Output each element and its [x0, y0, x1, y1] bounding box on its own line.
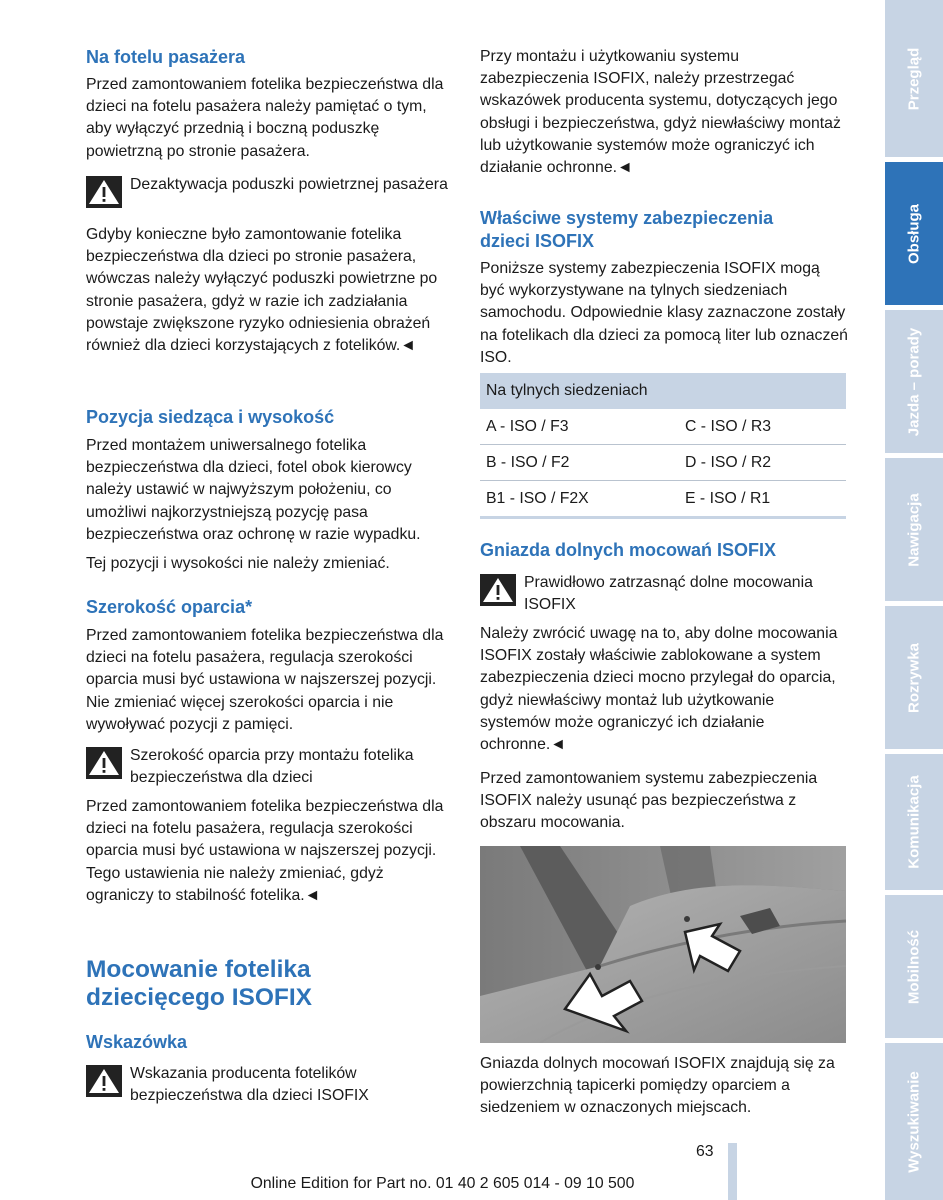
table-cell: E - ISO / R1 [685, 490, 771, 507]
section-title-seat-position: Pozycja siedząca i wysokość [86, 407, 335, 427]
chapter-title: Mocowanie fotelika dziecięcego ISOFIX [86, 956, 313, 1011]
section-title-isofix-systems: Właściwe systemy zabezpieczenia dzieci ISOFIX [480, 208, 774, 251]
warning-icon [480, 574, 516, 606]
section-title-isofix-anchors: Gniazda dolnych mocowań ISOFIX [480, 540, 777, 560]
tab-komunikacja[interactable] [885, 754, 943, 890]
table-row [480, 481, 846, 519]
tab-label: Jazda – porady [905, 327, 923, 436]
tab-label: Mobilność [905, 929, 923, 1004]
tab-obsluga[interactable] [885, 162, 943, 305]
warning-text: Szerokość oparcia przy montażu fotelika bezpieczeństwa dla dzieci [130, 747, 414, 787]
page-number: 63 [696, 1143, 714, 1160]
section-title-passenger-seat: Na fotelu pasażera [86, 47, 246, 67]
warning-text: Prawidłowo zatrzasnąć dolne mocowania ISOFIX [524, 574, 813, 614]
table-cell: B1 - ISO / F2X [486, 490, 589, 507]
warning-icon [86, 747, 122, 779]
tab-rozrywka[interactable] [885, 606, 943, 749]
paragraph: Poniższe systemy zabezpieczenia ISOFIX mogą być wykorzystywane na tylnych siedzeniach samochodu. Odpowiednie klasy zaznaczone zostały na fotelikach dla dzieci za pomocą liter lub oznaczeń ISO. [480, 260, 848, 366]
paragraph: Tej pozycji i wysokości nie należy zmieniać. [86, 555, 390, 572]
paragraph: Przed zamontowaniem systemu zabezpieczenia ISOFIX należy usunąć pas bezpieczeństwa z obszaru mocowania. [480, 770, 818, 832]
image-caption: Gniazda dolnych mocowań ISOFIX znajdują się za powierzchnią tapicerki pomiędzy oparciem a siedzeniem w oznaczonych miejscach. [480, 1055, 835, 1117]
paragraph: Należy zwrócić uwagę na to, aby dolne mocowania ISOFIX zostały właściwie zablokowane a system zabezpieczenia dzieci mocno przylegał do oparcia, gdyż niewłaściwy montaż lub użytkowanie systemów może ograniczyć ich działanie ochronne.◄ [480, 625, 838, 754]
tab-label: Rozrywka [905, 642, 923, 713]
table-cell: C - ISO / R3 [685, 418, 772, 435]
warning-icon [86, 176, 122, 208]
section-title-backrest-width: Szerokość oparcia* [86, 597, 253, 617]
warning-icon [86, 1065, 122, 1097]
tab-mobilnosc[interactable] [885, 895, 943, 1038]
table-row [480, 445, 846, 481]
isofix-seat-photo [480, 846, 846, 1043]
tab-label: Nawigacja [905, 492, 923, 567]
footer: Online Edition for Part no. 01 40 2 605 014 - 09 10 500 [250, 1175, 635, 1192]
isofix-class-table [480, 373, 846, 519]
chapter-tabs [885, 0, 943, 1200]
paragraph: Przed zamontowaniem fotelika bezpieczeństwa dla dzieci na fotelu pasażera, regulacja szerokości oparcia musi być ustawiona w najszerszej pozycji. Tego ustawienia nie należy zmieniać, gdyż ograniczy to stabilność fotelika.◄ [86, 798, 444, 904]
table-row [480, 409, 846, 445]
tab-label: Przegląd [905, 47, 923, 110]
warning-text: Dezaktywacja poduszki powietrznej pasażera [130, 176, 448, 193]
table-cell: D - ISO / R2 [685, 454, 772, 471]
section-title-note: Wskazówka [86, 1032, 188, 1052]
warning-text: Wskazania producenta fotelików bezpieczeństwa dla dzieci ISOFIX [130, 1065, 369, 1105]
paragraph: Przed montażem uniwersalnego fotelika bezpieczeństwa dla dzieci, fotel obok kierowcy należy ustawić w najwyższym położeniu, co umożliwi najkorzystniejszą pozycję pasa bezpieczeństwa oraz ochronę w razie wypadku. [86, 437, 421, 543]
tab-label: Wyszukiwanie [905, 1070, 923, 1173]
tab-label: Komunikacja [905, 775, 923, 869]
paragraph: Przy montażu i użytkowaniu systemu zabezpieczenia ISOFIX, należy przestrzegać wskazówek producenta systemu, dotyczących jego obsługi i bezpieczeństwa, gdyż niewłaściwy montaż lub użytkowanie systemów może ograniczyć ich działanie ochronne.◄ [480, 48, 841, 177]
paragraph: Przed zamontowaniem fotelika bezpieczeństwa dla dzieci na fotelu pasażera należy pamiętać o tym, aby wyłączyć przednią i boczną poduszkę powietrzną po stronie pasażera. [86, 76, 444, 160]
tab-label: Obsługa [905, 203, 923, 264]
table-cell: A - ISO / F3 [486, 418, 569, 435]
tab-nawigacja[interactable] [885, 458, 943, 601]
table-header: Na tylnych siedzeniach [480, 373, 846, 409]
paragraph: Gdyby konieczne było zamontowanie fotelika bezpieczeństwa dla dzieci po stronie pasażera, wówczas należy wyłączyć poduszki powietrzne po stronie pasażera, gdyż w razie ich zadziałania powstaje zwiększone ryzyko odniesienia obrażeń również dla dzieci korzystających z fotelików.◄ [86, 226, 438, 355]
table-cell: B - ISO / F2 [486, 454, 570, 471]
tab-wyszukiwanie[interactable] [885, 1043, 943, 1200]
paragraph: Przed zamontowaniem fotelika bezpieczeństwa dla dzieci na fotelu pasażera, regulacja szerokości oparcia musi być ustawiona w najszerszej pozycji. Nie zmieniać więcej szerokości oparcia i nie wywoływać pozycji z pamięci. [86, 627, 444, 733]
tab-jazda-porady[interactable] [885, 310, 943, 453]
tab-przeglad[interactable] [885, 0, 943, 157]
